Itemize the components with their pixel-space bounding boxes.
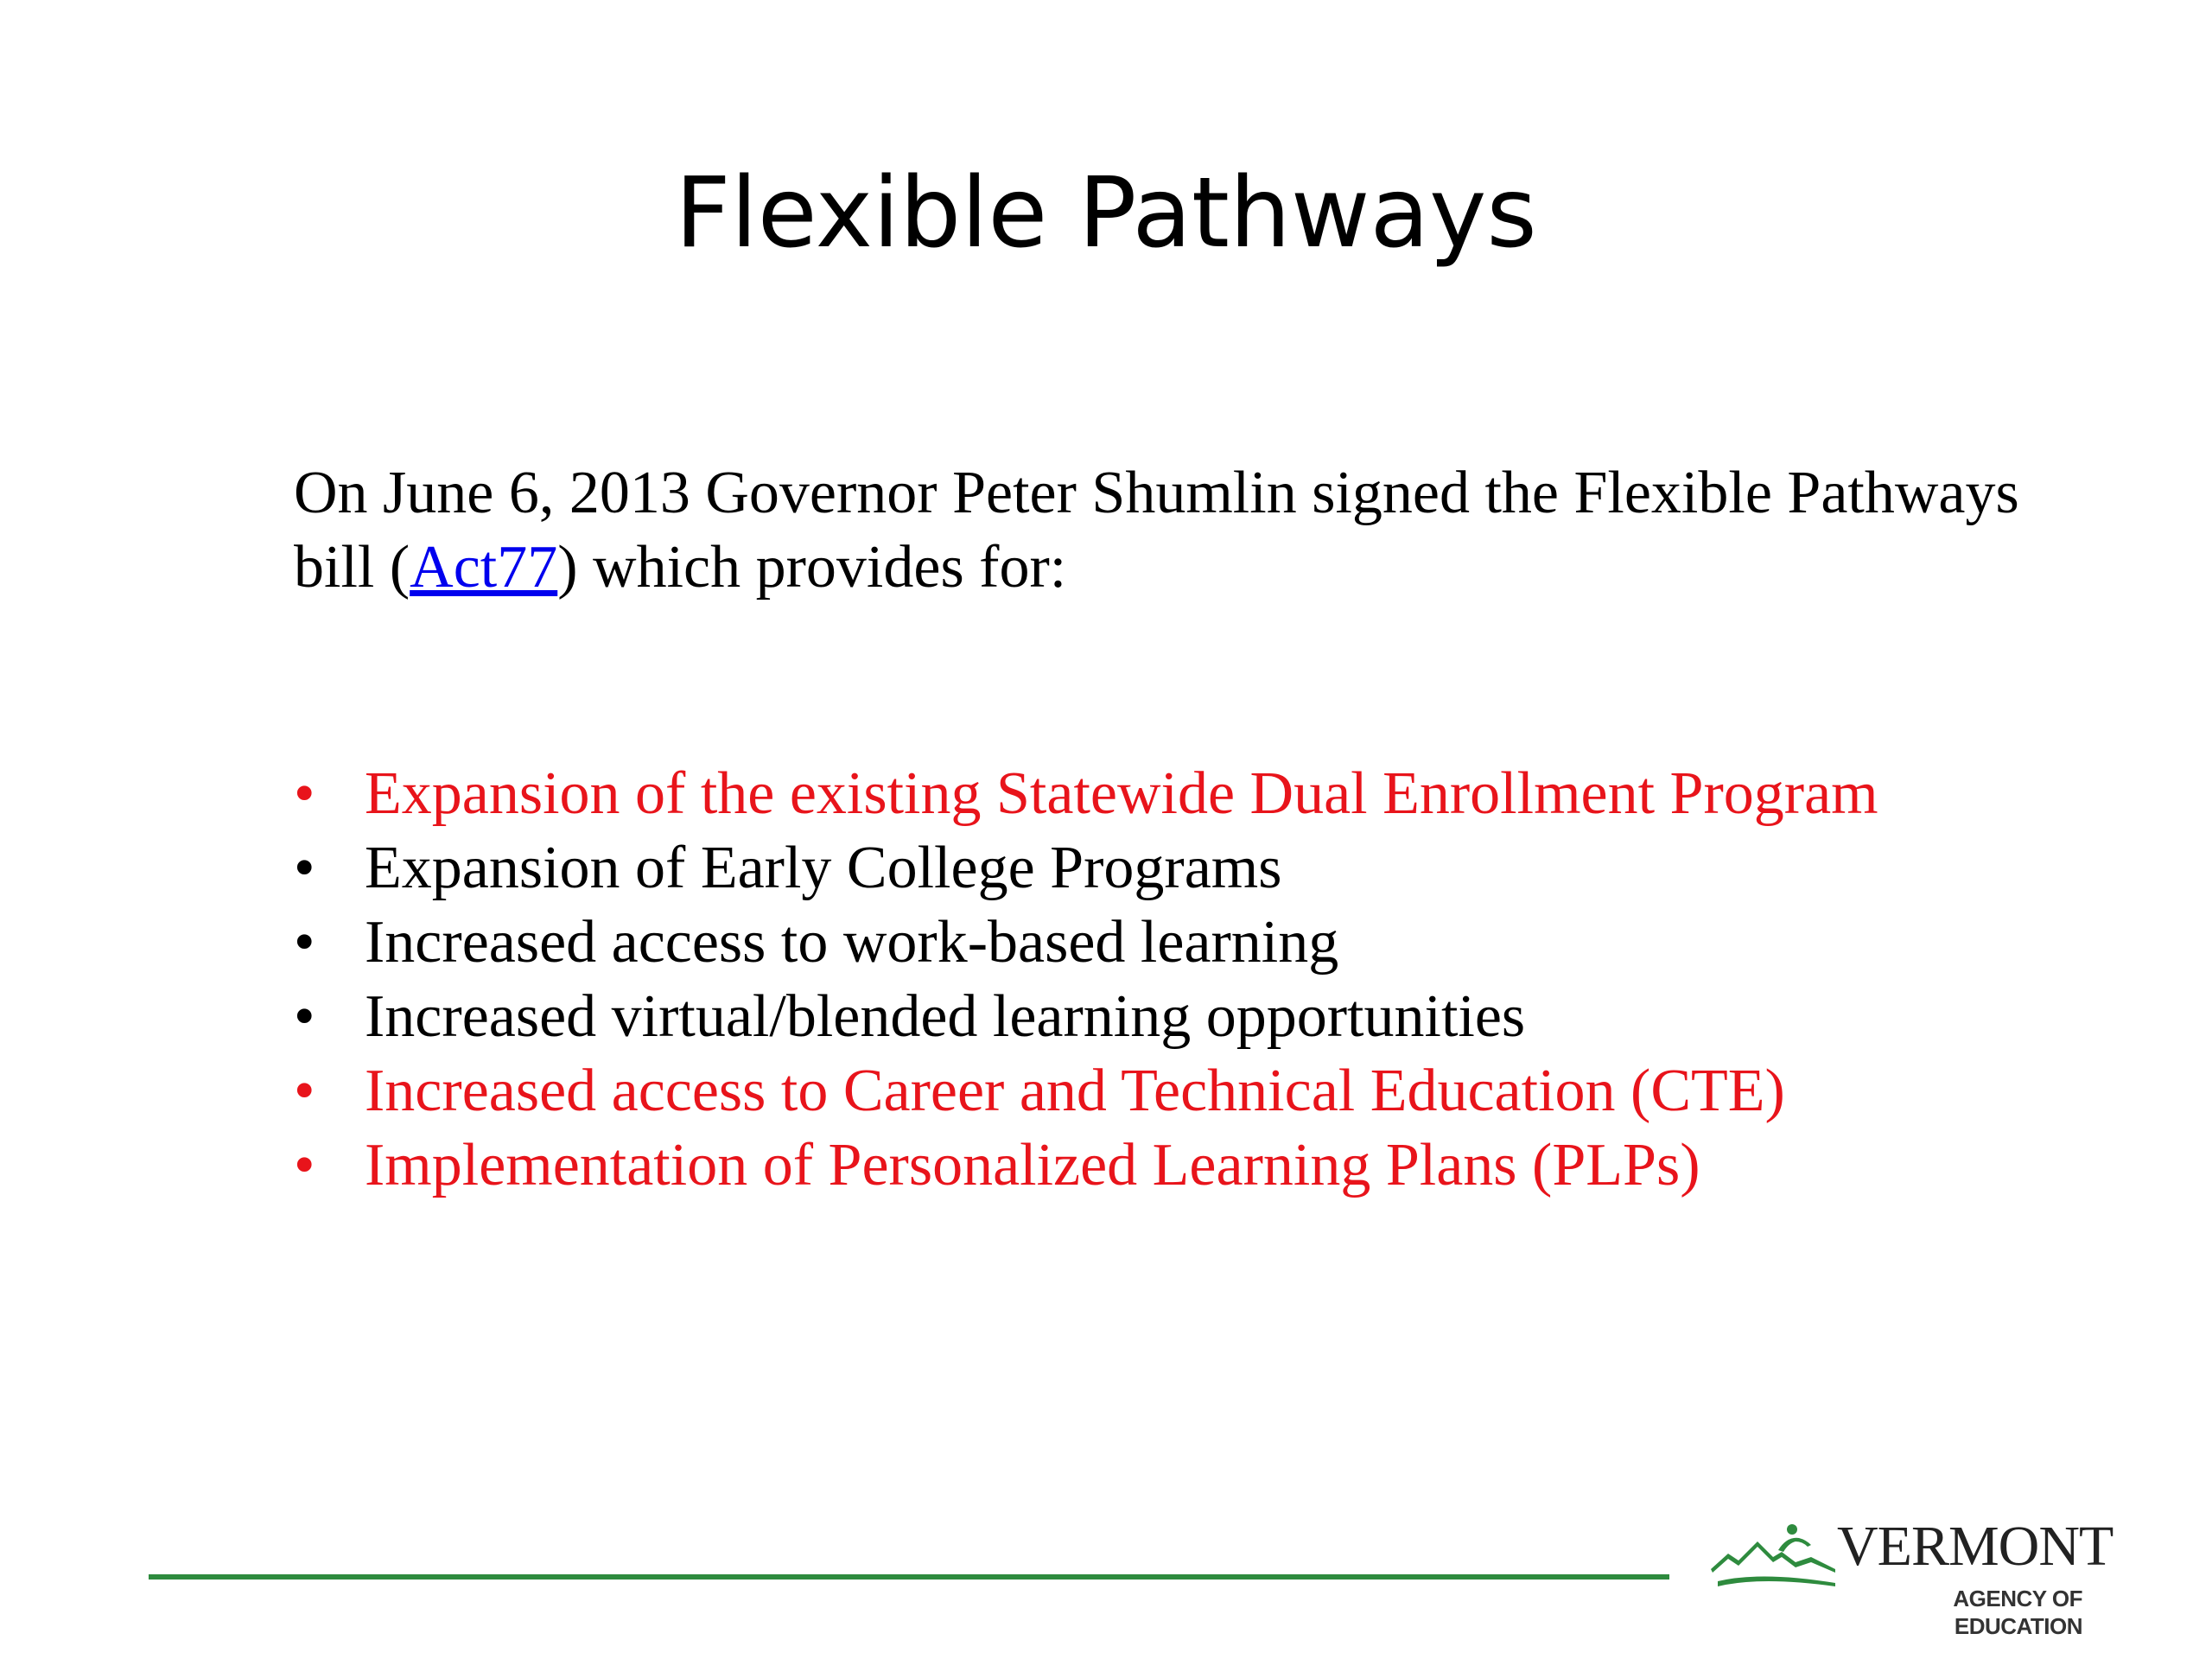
bullet-text: Expansion of Early College Programs <box>365 835 1282 901</box>
list-item <box>294 980 2074 1054</box>
bullet-dot: • <box>294 983 315 1050</box>
logo-subtitle: AGENCY OF EDUCATION <box>1953 1586 2082 1639</box>
mountain-person-icon <box>1709 1519 1839 1588</box>
bullet-dot: • <box>294 760 315 827</box>
intro-text-after: ) which provides for: <box>557 534 1067 601</box>
intro-paragraph <box>294 456 2039 605</box>
bullet-list <box>294 757 2074 1203</box>
bullet-dot: • <box>294 1132 315 1198</box>
list-item <box>294 1128 2074 1203</box>
intro-text-before: On June 6, 2013 Governor Peter Shumlin signed the Flexible Pathways bill ( <box>294 460 2019 601</box>
bullet-dot: • <box>294 835 315 901</box>
bullet-dot: • <box>294 1058 315 1124</box>
logo-name: VERMONT <box>1837 1515 2113 1578</box>
list-item <box>294 906 2074 980</box>
vermont-aoe-logo <box>1709 1514 2113 1639</box>
list-item <box>294 1054 2074 1128</box>
bullet-text: Expansion of the existing Statewide Dual Enrollment Program <box>365 760 1878 827</box>
bullet-text: Increased virtual/blended learning opportunities <box>365 983 1526 1050</box>
footer-divider <box>149 1574 1669 1580</box>
bullet-text: Implementation of Personalized Learning Plans (PLPs) <box>365 1132 1700 1198</box>
slide-title: Flexible Pathways <box>675 157 1537 270</box>
list-item <box>294 831 2074 906</box>
bullet-dot: • <box>294 909 315 976</box>
bullet-text: Increased access to work-based learning <box>365 909 1339 976</box>
act77-link[interactable]: Act77 <box>410 534 558 601</box>
list-item <box>294 757 2074 831</box>
bullet-text: Increased access to Career and Technical Education (CTE) <box>365 1058 1785 1124</box>
